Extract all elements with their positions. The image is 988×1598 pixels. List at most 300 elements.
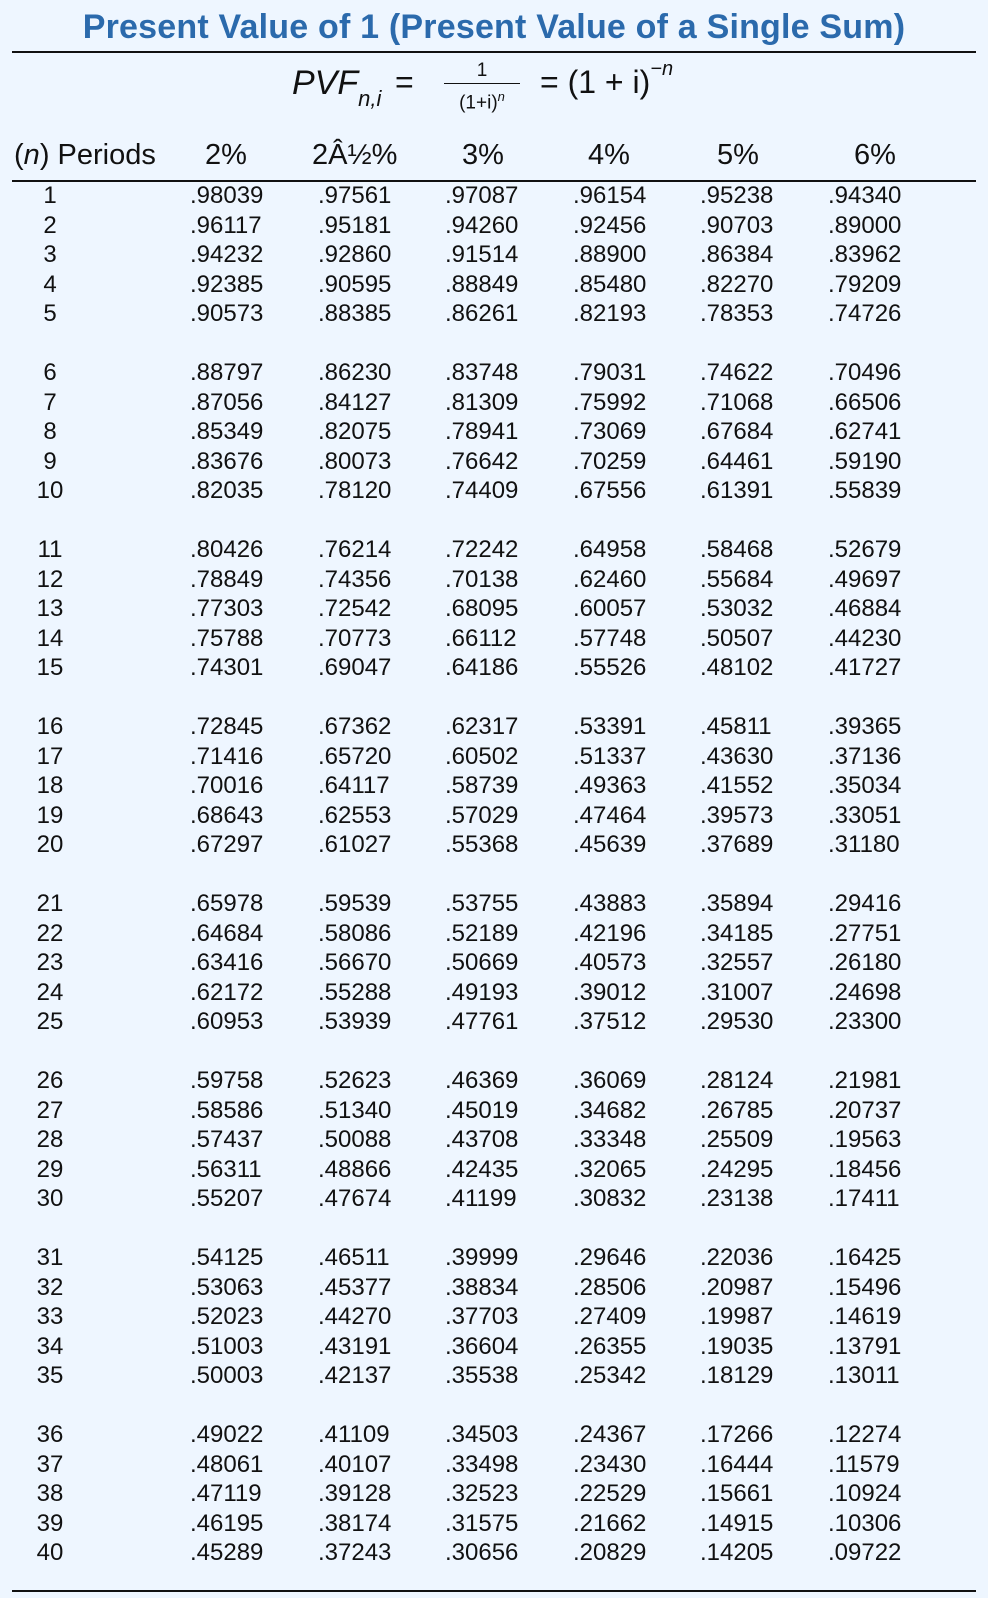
table-cell: .46884 (828, 595, 902, 622)
table-cell: .34503 (445, 1421, 519, 1448)
period-cell: 29 (36, 1155, 64, 1183)
table-cell: .47119 (190, 1480, 262, 1507)
table-cell: .41727 (828, 654, 902, 681)
table-cell: .37512 (573, 1008, 647, 1035)
table-cell: .47761 (445, 1008, 519, 1035)
table-cell: .52023 (190, 1303, 264, 1330)
period-cell: 13 (36, 595, 64, 622)
table-cell: .86384 (700, 241, 774, 268)
header-rate: 6% (854, 139, 896, 171)
header-rate: 5% (717, 139, 759, 171)
table-cell: .09722 (828, 1539, 902, 1566)
table-cell: .45639 (573, 831, 647, 858)
table-cell: .60502 (445, 742, 519, 770)
table-cell: .67684 (700, 418, 774, 445)
table-cell: .75992 (573, 388, 647, 416)
table-cell: .50003 (190, 1362, 264, 1389)
table-cell: .71068 (700, 388, 774, 416)
table-cell: .13011 (828, 1362, 900, 1389)
table-cell: .55288 (318, 978, 392, 1006)
table-cell: .55207 (190, 1185, 264, 1212)
table-cell: .85480 (573, 270, 647, 298)
table-cell: .20829 (573, 1539, 647, 1566)
period-cell: 16 (36, 713, 64, 740)
table-cell: .64461 (700, 447, 774, 475)
table-cell: .41199 (445, 1185, 517, 1212)
table-cell: .64186 (445, 654, 519, 681)
table-cell: .29646 (573, 1244, 647, 1271)
table-cell: .98039 (190, 182, 264, 209)
table-cell: .92385 (190, 270, 264, 298)
table-cell: .94232 (190, 241, 264, 268)
period-cell: 1 (43, 182, 57, 209)
table-cell: .90595 (318, 270, 392, 298)
table-cell: .78849 (190, 565, 264, 593)
table-cell: .20737 (828, 1096, 902, 1124)
table-cell: .42137 (318, 1362, 392, 1389)
table-cell: .39365 (828, 713, 902, 740)
table-cell: .53391 (573, 713, 647, 740)
period-cell: 39 (36, 1509, 64, 1537)
table-cell: .50669 (445, 949, 519, 976)
table-cell: .25509 (700, 1126, 774, 1153)
period-cell: 25 (36, 1008, 64, 1035)
table-cell: .88797 (190, 359, 264, 386)
period-cell: 8 (43, 418, 57, 445)
table-cell: .35538 (445, 1362, 519, 1389)
period-cell: 37 (36, 1450, 64, 1478)
table-cell: .37136 (828, 742, 902, 770)
table-cell: .19035 (700, 1332, 774, 1360)
period-cell: 33 (36, 1303, 64, 1330)
table-cell: .26785 (700, 1096, 774, 1124)
table-cell: .41552 (700, 772, 774, 799)
period-cell: 21 (36, 890, 64, 917)
table-cell: .37689 (700, 831, 774, 858)
table-cell: .19987 (700, 1303, 774, 1330)
table-cell: .61027 (318, 831, 392, 858)
table-cell: .60953 (190, 1008, 264, 1035)
table-cell: .92860 (318, 241, 392, 268)
period-cell: 12 (36, 565, 64, 593)
table-cell: .15496 (828, 1273, 902, 1301)
formula-rhs-text: = (1 + i) (540, 64, 651, 100)
table-cell: .70259 (573, 447, 647, 475)
formula-denominator-base: (1+i) (459, 92, 498, 114)
table-cell: .57029 (445, 801, 519, 829)
table-cell: .76214 (318, 536, 392, 563)
table-cell: .66506 (828, 388, 902, 416)
table-cell: .38174 (318, 1509, 392, 1537)
period-cell: 10 (36, 477, 64, 504)
table-cell: .18456 (828, 1155, 902, 1183)
period-cell: 27 (36, 1096, 64, 1124)
period-cell: 3 (43, 241, 57, 268)
table-cell: .52623 (318, 1067, 392, 1094)
table-cell: .58739 (445, 772, 519, 799)
table-cell: .19563 (828, 1126, 902, 1153)
formula-lhs-subscript: n,i (358, 85, 382, 111)
table-cell: .88900 (573, 241, 647, 268)
table-cell: .26180 (828, 949, 902, 976)
table-cell: .45019 (445, 1096, 519, 1124)
table-cell: .16444 (700, 1450, 774, 1478)
table-cell: .45377 (318, 1273, 392, 1301)
table-cell: .24367 (573, 1421, 647, 1448)
table-cell: .45289 (190, 1539, 264, 1566)
table-cell: .49697 (828, 565, 902, 593)
table-cell: .32523 (445, 1480, 519, 1507)
period-cell: 30 (36, 1185, 64, 1212)
table-cell: .86261 (445, 300, 519, 327)
table-cell: .79209 (828, 270, 902, 298)
table-cell: .43191 (318, 1332, 392, 1360)
formula-lhs-text: PVF (292, 64, 359, 102)
table-cell: .30832 (573, 1185, 647, 1212)
table-cell: .82075 (318, 418, 392, 445)
table-cell: .22529 (573, 1480, 647, 1507)
period-cell: 15 (36, 654, 64, 681)
period-cell: 5 (43, 300, 57, 327)
table-cell: .44230 (828, 624, 902, 652)
table-cell: .29530 (700, 1008, 774, 1035)
period-cell: 18 (36, 772, 64, 799)
table-cell: .48866 (318, 1155, 392, 1183)
table-cell: .70138 (445, 565, 519, 593)
period-cell: 31 (36, 1244, 64, 1271)
table-cell: .39012 (573, 978, 647, 1006)
table-cell: .77303 (190, 595, 264, 622)
table-cell: .20987 (700, 1273, 774, 1301)
table-cell: .17266 (700, 1421, 774, 1448)
table-cell: .62553 (318, 801, 392, 829)
table-cell: .63416 (190, 949, 264, 976)
table-cell: .45811 (700, 713, 772, 740)
table-cell: .83962 (828, 241, 902, 268)
table-cell: .64684 (190, 919, 264, 947)
table-cell: .59758 (190, 1067, 264, 1094)
header-rate: 2Â½% (312, 139, 398, 171)
table-cell: .82270 (700, 270, 774, 298)
table-cell: .94260 (445, 211, 519, 239)
title-rule (12, 51, 976, 53)
table-cell: .89000 (828, 211, 902, 239)
table-cell: .38834 (445, 1273, 519, 1301)
table-cell: .82193 (573, 300, 647, 327)
table-cell: .10306 (828, 1509, 902, 1537)
table-cell: .97087 (445, 182, 519, 209)
table-cell: .28506 (573, 1273, 647, 1301)
formula-denominator (440, 85, 524, 115)
table-cell: .40107 (318, 1450, 392, 1478)
table-cell: .74622 (700, 359, 774, 386)
table-cell: .42435 (445, 1155, 519, 1183)
table-cell: .90573 (190, 300, 264, 327)
table-cell: .51337 (573, 742, 647, 770)
table-cell: .25342 (573, 1362, 647, 1389)
header-rate: 3% (462, 139, 504, 171)
formula-numerator: 1 (476, 60, 488, 81)
period-cell: 36 (36, 1421, 64, 1448)
period-cell: 7 (43, 388, 57, 416)
table-cell: .87056 (190, 388, 264, 416)
table-cell: .12274 (828, 1421, 902, 1448)
table-cell: .46195 (190, 1509, 264, 1537)
table-cell: .88385 (318, 300, 392, 327)
table-cell: .90703 (700, 211, 774, 239)
table-cell: .28124 (700, 1067, 774, 1094)
table-cell: .81309 (445, 388, 519, 416)
table-cell: .14619 (828, 1303, 902, 1330)
table-cell: .22036 (700, 1244, 774, 1271)
table-cell: .46369 (445, 1067, 519, 1094)
table-cell: .49193 (445, 978, 519, 1006)
table-cell: .68643 (190, 801, 264, 829)
period-cell: 11 (37, 536, 63, 563)
table-cell: .55839 (828, 477, 902, 504)
period-cell: 20 (36, 831, 64, 858)
table-cell: .70773 (318, 624, 392, 652)
table-cell: .64117 (318, 772, 390, 799)
period-cell: 4 (43, 270, 57, 298)
table-cell: .51003 (190, 1332, 264, 1360)
table-cell: .32557 (700, 949, 774, 976)
table-cell: .96154 (573, 182, 647, 209)
table-cell: .65978 (190, 890, 264, 917)
table-cell: .95238 (700, 182, 774, 209)
table-cell: .55526 (573, 654, 647, 681)
table-cell: .74726 (828, 300, 902, 327)
table-cell: .34682 (573, 1096, 647, 1124)
table-cell: .33498 (445, 1450, 519, 1478)
table-cell: .80426 (190, 536, 264, 563)
table-cell: .32065 (573, 1155, 647, 1183)
table-cell: .53939 (318, 1008, 392, 1035)
table-cell: .62317 (445, 713, 519, 740)
table-cell: .72845 (190, 713, 264, 740)
table-cell: .44270 (318, 1303, 392, 1330)
table-cell: .67362 (318, 713, 392, 740)
table-cell: .57437 (190, 1126, 264, 1153)
formula-equals: = (395, 64, 414, 100)
table-cell: .69047 (318, 654, 392, 681)
table-cell: .70016 (190, 772, 264, 799)
table-cell: .74301 (190, 654, 264, 681)
table-cell: .91514 (445, 241, 519, 268)
table-cell: .58468 (700, 536, 774, 563)
table-cell: .14915 (700, 1509, 774, 1537)
table-cell: .78353 (700, 300, 774, 327)
period-cell: 28 (36, 1126, 64, 1153)
table-cell: .83676 (190, 447, 264, 475)
table-cell: .17411 (828, 1185, 900, 1212)
formula-lhs (292, 64, 382, 111)
table-cell: .85349 (190, 418, 264, 445)
table-cell: .88849 (445, 270, 519, 298)
table-cell: .35034 (828, 772, 902, 799)
table-cell: .11579 (828, 1450, 900, 1478)
formula-rhs (540, 58, 674, 101)
table-cell: .67297 (190, 831, 264, 858)
table-cell: .62460 (573, 565, 647, 593)
table-cell: .57748 (573, 624, 647, 652)
table-cell: .31180 (828, 831, 900, 858)
table-cell: .65720 (318, 742, 392, 770)
fraction-bar (444, 83, 520, 84)
table-cell: .18129 (700, 1362, 774, 1389)
table-cell: .21981 (828, 1067, 902, 1094)
table-cell: .33348 (573, 1126, 647, 1153)
table-cell: .96117 (190, 211, 262, 239)
table-cell: .43708 (445, 1126, 519, 1153)
table-cell: .39573 (700, 801, 774, 829)
period-cell: 6 (43, 359, 57, 386)
table-cell: .35894 (700, 890, 774, 917)
table-cell: .79031 (573, 359, 647, 386)
table-cell: .31575 (445, 1509, 519, 1537)
table-cell: .15661 (700, 1480, 774, 1507)
table-cell: .37703 (445, 1303, 519, 1330)
table-cell: .72242 (445, 536, 519, 563)
table-cell: .53755 (445, 890, 519, 917)
period-cell: 14 (36, 624, 64, 652)
table-cell: .55684 (700, 565, 774, 593)
table-cell: .72542 (318, 595, 392, 622)
table-cell: .61391 (700, 477, 774, 504)
table-cell: .68095 (445, 595, 519, 622)
period-cell: 17 (36, 742, 64, 770)
table-cell: .54125 (190, 1244, 264, 1271)
table-cell: .13791 (828, 1332, 902, 1360)
table-cell: .34185 (700, 919, 774, 947)
table-cell: .71416 (190, 742, 264, 770)
header-rate: 2% (205, 139, 247, 171)
period-cell: 34 (36, 1332, 64, 1360)
formula (0, 58, 988, 128)
table-cell: .67556 (573, 477, 647, 504)
table-cell: .52679 (828, 536, 902, 563)
table-cell: .10924 (828, 1480, 902, 1507)
table-cell: .43630 (700, 742, 774, 770)
table-cell: .84127 (318, 388, 392, 416)
table-cell: .48102 (700, 654, 774, 681)
period-cell: 40 (36, 1539, 64, 1566)
table-cell: .37243 (318, 1539, 392, 1566)
table-cell: .97561 (318, 182, 392, 209)
table-cell: .73069 (573, 418, 647, 445)
table-cell: .76642 (445, 447, 519, 475)
period-cell: 32 (36, 1273, 64, 1301)
table-cell: .40573 (573, 949, 647, 976)
table-cell: .78120 (318, 477, 392, 504)
header-rate: 4% (588, 139, 630, 171)
formula-fraction (440, 60, 524, 115)
table-cell: .83748 (445, 359, 519, 386)
table-cell: .82035 (190, 477, 264, 504)
table-cell: .27751 (828, 919, 902, 947)
table-cell: .60057 (573, 595, 647, 622)
table-cell: .50507 (700, 624, 774, 652)
table-cell: .80073 (318, 447, 392, 475)
table-cell: .36604 (445, 1332, 519, 1360)
table-cell: .36069 (573, 1067, 647, 1094)
table-cell: .62172 (190, 978, 264, 1006)
table-cell: .16425 (828, 1244, 902, 1271)
table-cell: .74409 (445, 477, 519, 504)
period-cell: 35 (36, 1362, 64, 1389)
period-cell: 24 (36, 978, 64, 1006)
period-cell: 9 (43, 447, 57, 475)
table-cell: .21662 (573, 1509, 647, 1537)
table-cell: .94340 (828, 182, 902, 209)
table-cell: .53063 (190, 1273, 264, 1301)
table-cell: .64958 (573, 536, 647, 563)
table-cell: .78941 (445, 418, 519, 445)
table-cell: .74356 (318, 565, 392, 593)
period-cell: 23 (36, 949, 64, 976)
table-cell: .24295 (700, 1155, 774, 1183)
table-cell: .30656 (445, 1539, 519, 1566)
table-cell: .43883 (573, 890, 647, 917)
table-cell: .48061 (190, 1450, 264, 1478)
period-cell: 38 (36, 1480, 64, 1507)
bottom-rule (12, 1590, 976, 1592)
period-cell: 22 (36, 919, 64, 947)
table-cell: .49022 (190, 1421, 264, 1448)
table-cell: .27409 (573, 1303, 647, 1330)
formula-rhs-exponent: −n (650, 58, 674, 81)
table-cell: .47674 (318, 1185, 392, 1212)
table-cell: .24698 (828, 978, 902, 1006)
table-cell: .55368 (445, 831, 519, 858)
table-cell: .51340 (318, 1096, 392, 1124)
table-cell: .41109 (318, 1421, 390, 1448)
table-cell: .58586 (190, 1096, 264, 1124)
table-cell: .33051 (828, 801, 902, 829)
table-cell: .46511 (318, 1244, 390, 1271)
table-cell: .29416 (828, 890, 902, 917)
table-cell: .56311 (190, 1155, 262, 1183)
table-cell: .62741 (828, 418, 902, 445)
page-title: Present Value of 1 (Present Value of a Single Sum) (82, 8, 906, 46)
table-cell: .23300 (828, 1008, 902, 1035)
table-cell: .75788 (190, 624, 264, 652)
period-cell: 2 (43, 211, 57, 239)
table-cell: .59190 (828, 447, 902, 475)
table-cell: .95181 (318, 211, 392, 239)
table-cell: .56670 (318, 949, 392, 976)
table-cell: .58086 (318, 919, 392, 947)
table-cell: .23430 (573, 1450, 647, 1478)
table-cell: .39999 (445, 1244, 519, 1271)
formula-denominator-exponent: n (497, 89, 505, 104)
table-cell: .52189 (445, 919, 519, 947)
table-cell: .26355 (573, 1332, 647, 1360)
table-cell: .59539 (318, 890, 392, 917)
table-cell: .53032 (700, 595, 774, 622)
period-cell: 26 (36, 1067, 64, 1094)
table-cell: .70496 (828, 359, 902, 386)
table-cell: .50088 (318, 1126, 392, 1153)
period-cell: 19 (36, 801, 64, 829)
table-cell: .14205 (700, 1539, 774, 1566)
table-cell: .49363 (573, 772, 647, 799)
table-cell: .47464 (573, 801, 647, 829)
table-cell: .31007 (700, 978, 774, 1006)
table-cell: .39128 (318, 1480, 392, 1507)
table-cell: .42196 (573, 919, 647, 947)
header-periods: (n) Periods (14, 139, 156, 171)
